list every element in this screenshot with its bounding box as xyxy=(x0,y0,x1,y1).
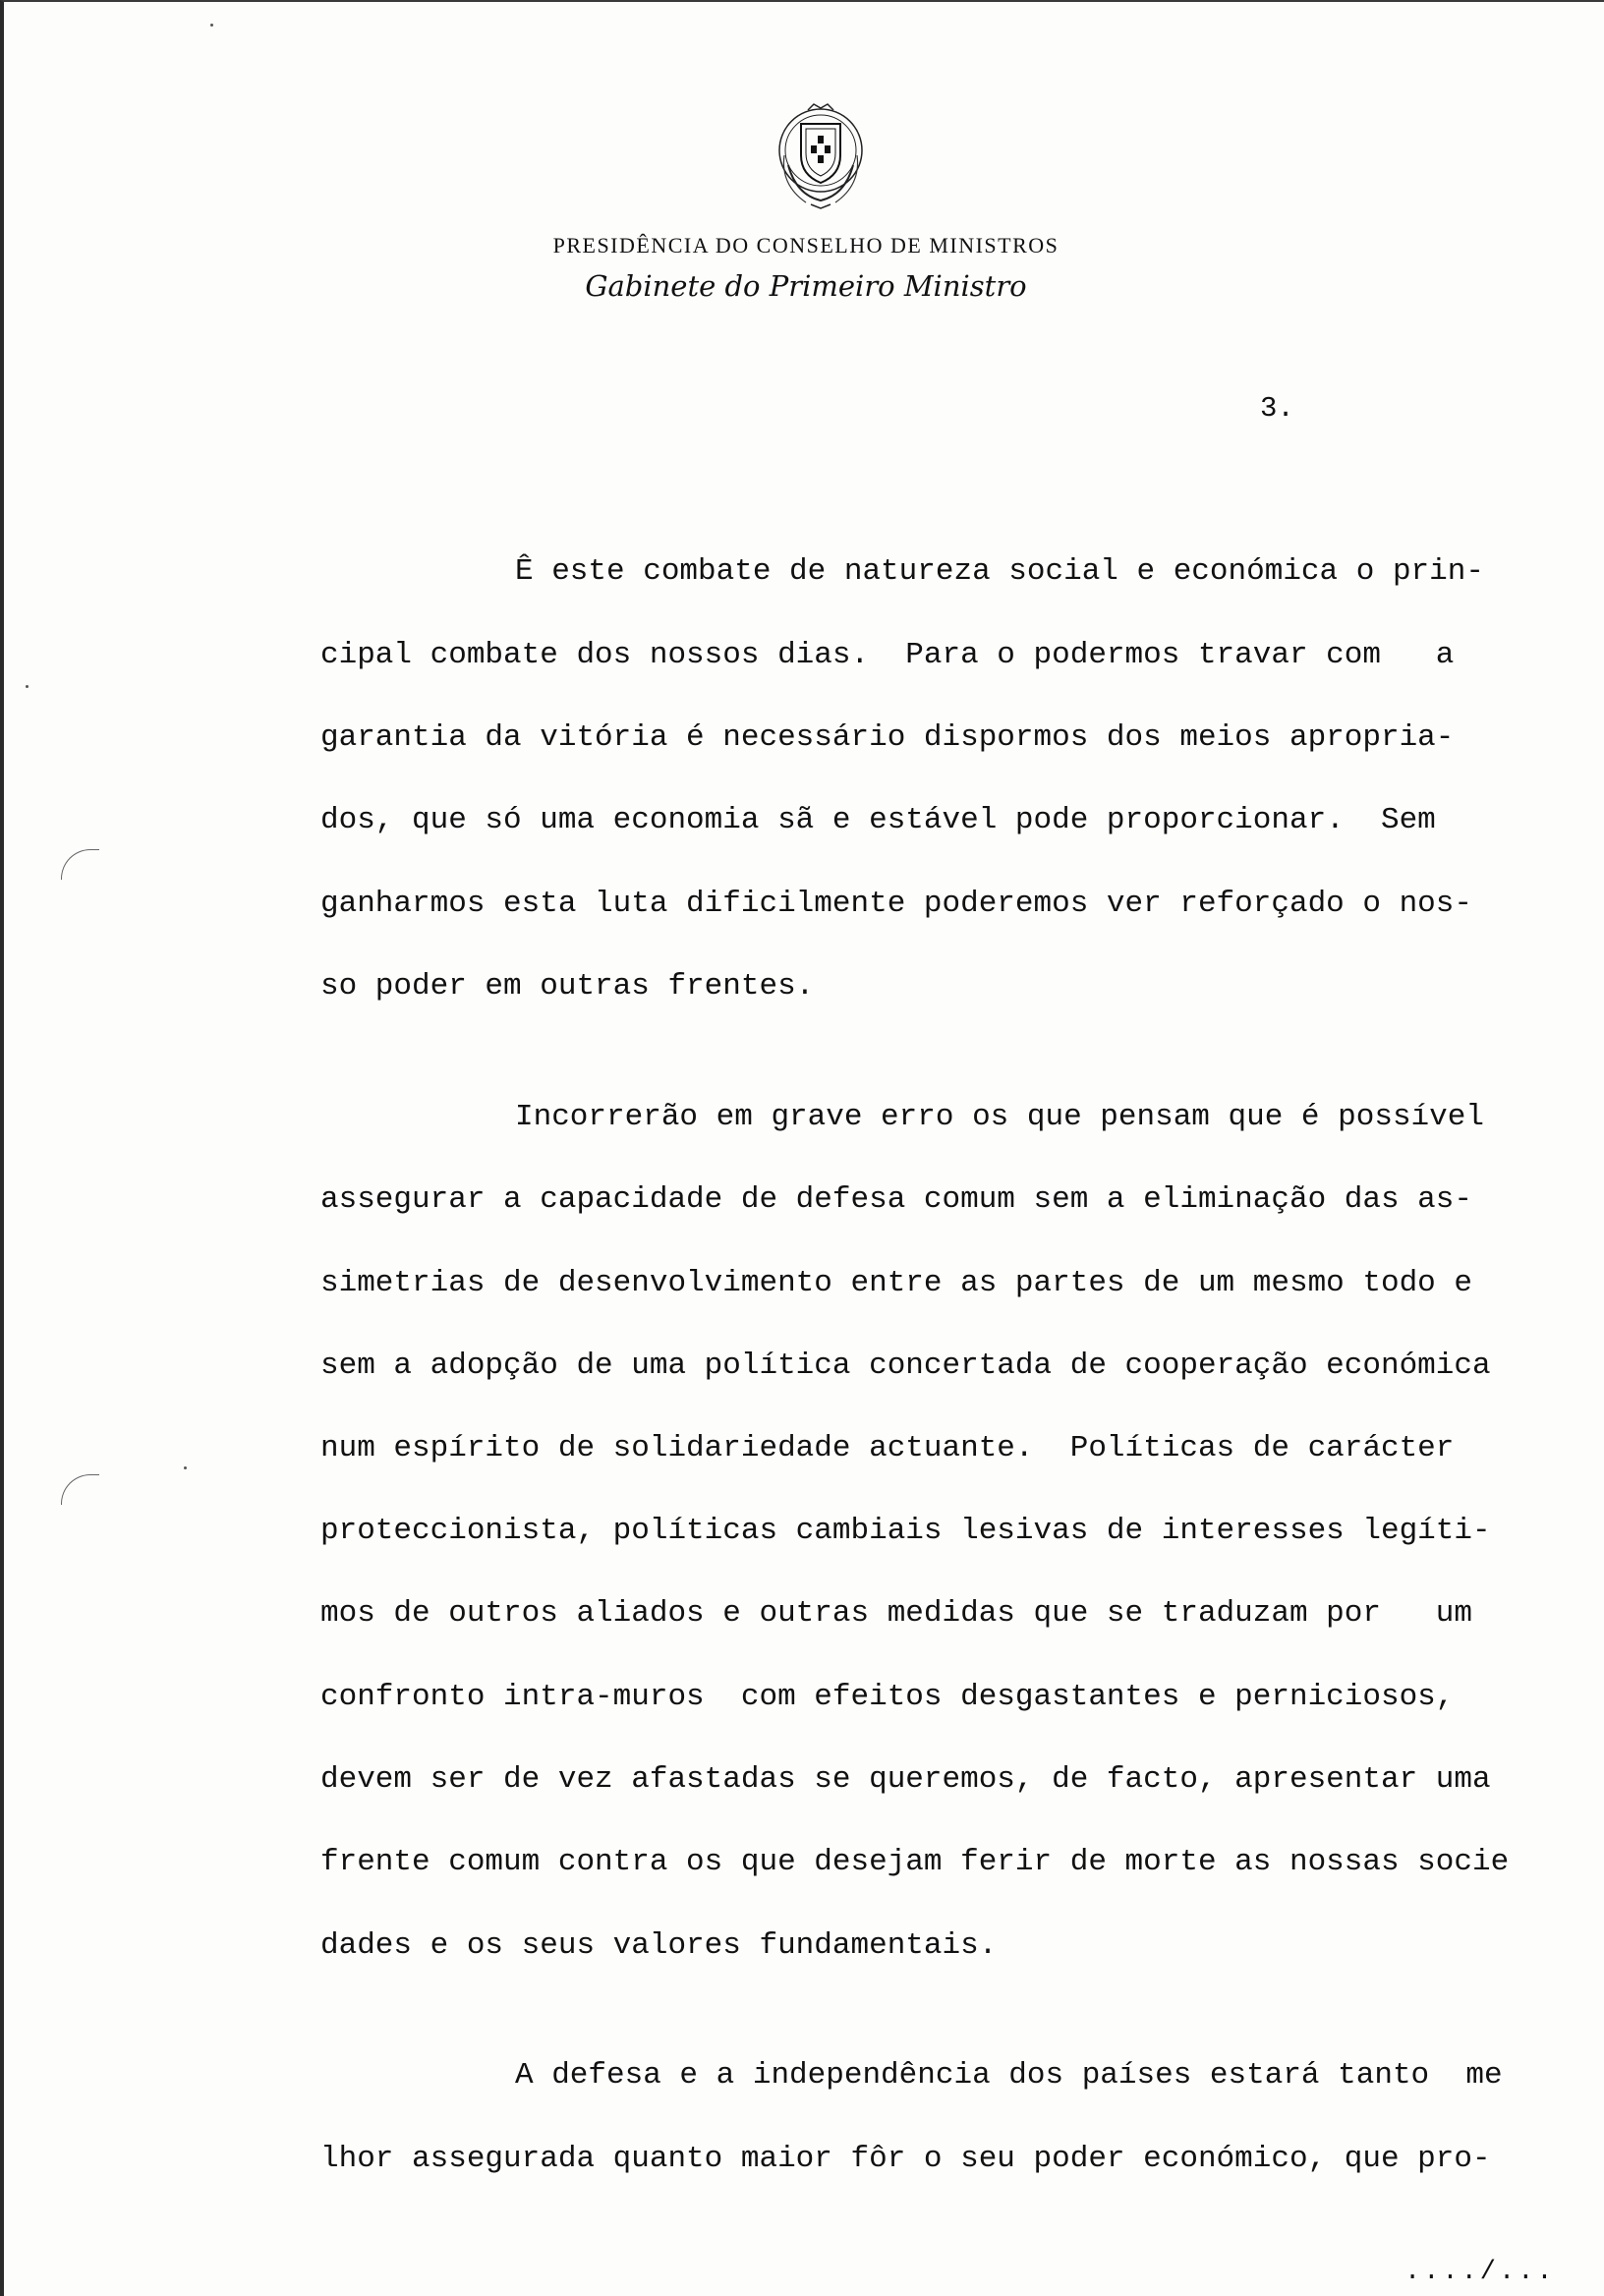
text-line: devem ser de vez afastadas se queremos, de facto, apresentar uma xyxy=(320,1762,1491,1797)
punch-hole-mark xyxy=(61,849,99,880)
text-line: A defesa e a independência dos países estará tanto me xyxy=(515,2058,1503,2093)
continuation-marker: ..../... xyxy=(1404,2258,1556,2287)
cabinet-name: Gabinete do Primeiro Ministro xyxy=(585,269,1027,303)
text-line: Ê este combate de natureza social e económica o prin- xyxy=(515,554,1484,589)
text-line: confronto intra-muros com efeitos desgastantes e perniciosos, xyxy=(320,1680,1455,1714)
page-number: 3. xyxy=(1260,392,1294,425)
text-line: garantia da vitória é necessário dispormos dos meios apropria- xyxy=(320,720,1455,755)
text-line: Incorrerão em grave erro os que pensam que é possível xyxy=(515,1100,1484,1134)
text-line: mos de outros aliados e outras medidas que se traduzam por um xyxy=(320,1596,1472,1631)
text-line: simetrias de desenvolvimento entre as partes de um mesmo todo e xyxy=(320,1266,1472,1300)
scan-speck xyxy=(184,1466,187,1469)
coat-of-arms-icon xyxy=(767,96,875,210)
text-line: num espírito de solidariedade actuante. Políticas de carácter xyxy=(320,1431,1455,1465)
text-line: dades e os seus valores fundamentais. xyxy=(320,1928,998,1963)
institution-name: PRESIDÊNCIA DO CONSELHO DE MINISTROS xyxy=(552,233,1060,258)
punch-hole-mark xyxy=(61,1474,99,1505)
text-line: proteccionista, políticas cambiais lesivas de interesses legíti- xyxy=(320,1514,1491,1548)
text-line: cipal combate dos nossos dias. Para o podermos travar com a xyxy=(320,638,1455,672)
text-line: assegurar a capacidade de defesa comum sem a eliminação das as- xyxy=(320,1182,1472,1217)
text-line: sem a adopção de uma política concertada de cooperação económica xyxy=(320,1349,1491,1383)
text-line: so poder em outras frentes. xyxy=(320,969,815,1004)
text-line: ganharmos esta luta dificilmente poderemos ver reforçado o nos- xyxy=(320,887,1472,921)
scan-speck xyxy=(210,24,213,27)
text-line: lhor assegurada quanto maior fôr o seu poder económico, que pro- xyxy=(320,2142,1491,2176)
scan-speck xyxy=(26,685,29,688)
text-line: frente comum contra os que desejam ferir de morte as nossas socie xyxy=(320,1845,1510,1879)
text-line: dos, que só uma economia sã e estável pode proporcionar. Sem xyxy=(320,803,1436,837)
